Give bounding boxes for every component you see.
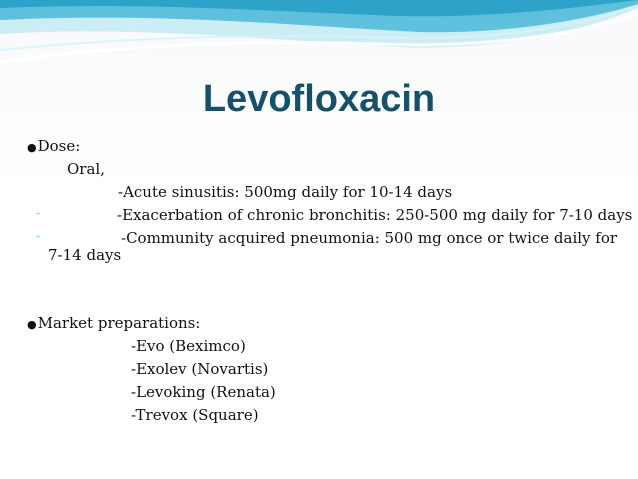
market-heading: Market preparations:: [37, 314, 201, 332]
slide-title: Levofloxacin: [202, 78, 436, 120]
header-wave-decoration: [0, 0, 638, 70]
dash-mark-1: -: [36, 206, 41, 220]
market-item-exolev: -Exolev (Novartis): [131, 360, 269, 378]
market-item-trevox: -Trevox (Square): [131, 406, 259, 424]
indication-bronchitis: -Exacerbation of chronic bronchitis: 250-500 mg daily for 7-10 days: [117, 206, 633, 224]
indication-pneumonia: -Community acquired pneumonia: 500 mg once or twice daily for: [121, 229, 618, 247]
indication-sinusitis: -Acute sinusitis: 500mg daily for 10-14 days: [118, 183, 453, 201]
dose-heading: Dose:: [37, 137, 81, 155]
dose-heading-line: [27, 137, 80, 155]
indication-pneumonia-continuation: 7-14 days: [48, 246, 122, 264]
market-item-evo: -Evo (Beximco): [131, 337, 246, 355]
dose-route: Oral,: [67, 160, 105, 178]
market-item-levoking: -Levoking (Renata): [131, 383, 276, 401]
bullet-icon: ●: [27, 318, 37, 331]
market-heading-line: [27, 314, 200, 332]
dash-mark-2: -: [36, 229, 41, 243]
bullet-icon: ●: [27, 141, 37, 154]
